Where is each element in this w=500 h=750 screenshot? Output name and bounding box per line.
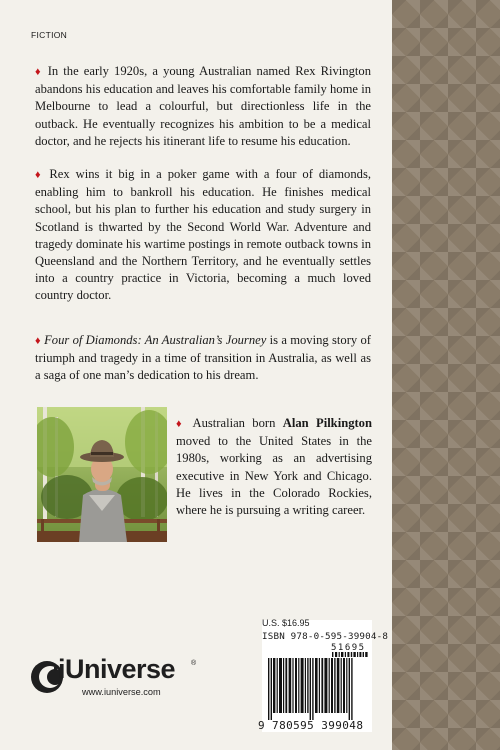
blurb-paragraph-2 — [35, 166, 371, 305]
diamond-bullet-icon: ♦ — [176, 418, 186, 430]
publisher-url: www.iuniverse.com — [82, 687, 161, 697]
blurb-paragraph-3 — [35, 332, 371, 385]
diamond-bullet-icon: ♦ — [35, 66, 43, 78]
price-label: U.S. $16.95 — [262, 618, 310, 628]
genre-label: FICTION — [31, 30, 68, 40]
isbn-label: ISBN 978-0-595-39904-8 — [262, 631, 389, 642]
diamond-bullet-icon: ♦ — [35, 335, 41, 347]
bio-lead: Australian born — [192, 416, 283, 430]
addon-code: 51695 — [331, 643, 366, 653]
publisher-name: iUniverse — [58, 654, 176, 684]
book-title: Four of Diamonds: An Australian’s Journey — [44, 333, 267, 347]
author-photo — [37, 407, 167, 542]
spine-pattern — [392, 0, 500, 750]
registered-mark: ® — [191, 660, 197, 667]
paragraph-text: is a moving story of triumph and tragedy in a time of transition in Australia, as well as a saga of one man’s dedication to his dream. — [35, 333, 371, 383]
diamond-bullet-icon: ♦ — [35, 169, 44, 181]
paragraph-text: Rex wins it big in a poker game with a four of diamonds, enabling him to bankroll his education. He finishes medical school, but his plan to further his education and study surgery in Scotland is thwarted by the Second World War. Adventure and tragedy dominate his wartime postings in remote outback towns in Queensland and the Northern Territory, and he eventually settles into a country practice in Victoria, becoming a much loved country doctor. — [35, 167, 371, 303]
author-name: Alan Pilkington — [282, 416, 372, 430]
paragraph-text: In the early 1920s, a young Australian named Rex Rivington abandons his education and leaves his comfortable family home in Melbourne to lead a colourful, but directionless life in the outback. He eventually recognizes his ambition to be a medical doctor, and he rejects his itinerant life to resume his education. — [35, 64, 371, 148]
ean-digits: 9 780595 399048 — [258, 719, 364, 732]
author-bio — [176, 415, 372, 519]
blurb-paragraph-1 — [35, 63, 371, 150]
bio-text: moved to the United States in the 1980s, working as an advertising executive in New York and Chicago. He lives in the Colorado Rockies, where he is pursuing a writing career. — [176, 434, 372, 518]
